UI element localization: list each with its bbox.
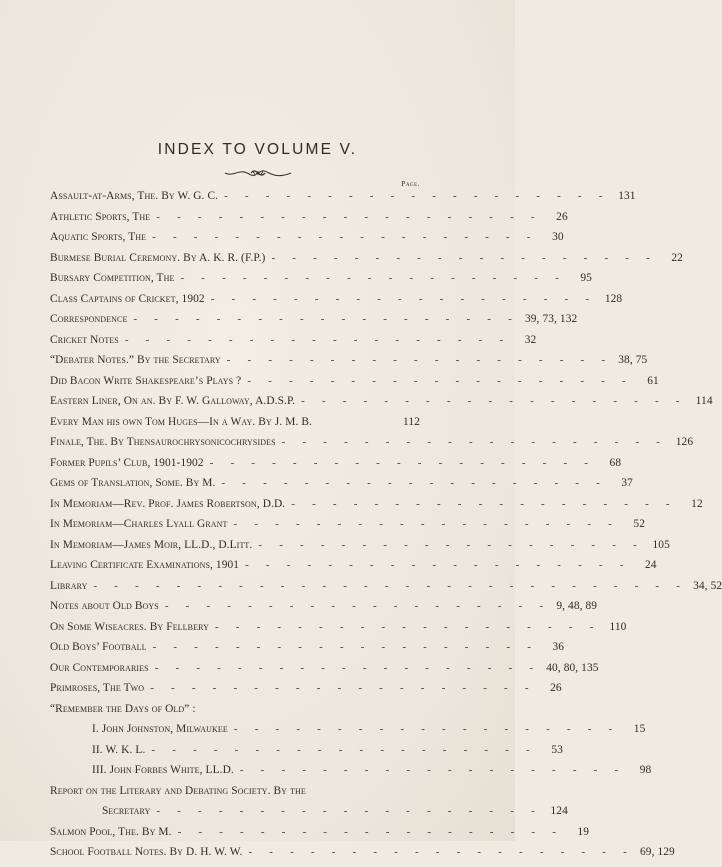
entry-title: In Memoriam—Charles Lyall Grant	[50, 518, 228, 530]
entry-page: 9, 48, 89	[556, 600, 598, 612]
dot-leader: - - - - - - - - - - - - - - - - - - - - - - - - - - - - -	[93, 579, 688, 592]
index-entry	[50, 682, 562, 703]
index-entry	[50, 333, 537, 355]
index-entry-continuation	[50, 805, 568, 826]
ornament-divider	[0, 165, 515, 183]
index-list	[50, 190, 722, 867]
entry-title: Finale, The. By Thensaurochrysonicochrysides	[50, 436, 276, 448]
entry-page: 36	[552, 641, 565, 653]
dot-leader: - - - - - - - - - - - - - - - - - - -	[210, 292, 597, 305]
dot-leader: - - - - - - - - - - - - - - - - - - -	[233, 723, 620, 735]
entry-title: Leaving Certificate Examinations, 1901	[50, 559, 240, 571]
index-entry	[50, 231, 564, 252]
index-entry	[50, 354, 648, 375]
entry-title: Aquatic Sports, The	[50, 231, 147, 243]
flourish-ornament-icon	[223, 168, 293, 178]
entry-page: 52	[633, 518, 646, 530]
entry-page: 105	[652, 538, 670, 551]
index-entry	[50, 374, 659, 396]
dot-leader: - - - - - - - - - - - - - - - - - - -	[233, 518, 620, 530]
index-entry	[50, 846, 675, 867]
entry-page: 32	[524, 333, 537, 346]
index-entry	[50, 518, 646, 539]
entry-title: Eastern Liner, On an. By F. W. Galloway, A.D.S.P.	[50, 395, 296, 407]
entry-page: 26	[556, 210, 568, 223]
entry-page: 37	[621, 477, 633, 489]
entry-title: Library	[50, 579, 88, 592]
entry-page: 69, 129	[639, 846, 675, 858]
index-entry	[50, 785, 420, 806]
index-subentry	[50, 723, 646, 744]
entry-page: 98	[639, 764, 652, 776]
entry-page: 61	[647, 374, 659, 387]
dot-leader: - - - - - - - - - - - - - - - - - - -	[221, 477, 607, 489]
entry-title: Assault-at-Arms, The. By W. G. C.	[50, 190, 219, 202]
index-entry	[50, 395, 713, 416]
dot-leader: - - - - - - - - - - - - - - - - - - -	[301, 395, 687, 407]
entry-title: On Some Wiseacres. By Fellbery	[50, 620, 209, 633]
index-entry	[50, 292, 623, 314]
page-title: INDEX TO VOLUME V.	[157, 141, 358, 158]
index-entry	[50, 641, 565, 662]
entry-title: Notes about Old Boys	[50, 600, 159, 612]
entry-page: 22	[671, 251, 683, 264]
entry-page: 112	[403, 415, 420, 428]
index-entry	[50, 272, 592, 293]
page-column-heading: Page.	[401, 179, 420, 188]
entry-title: II. W. K. L.	[92, 743, 146, 756]
index-entry	[50, 620, 627, 642]
index-entry	[50, 497, 703, 519]
entry-title: I. John Johnston, Milwaukee	[92, 723, 228, 735]
entry-title: Former Pupils’ Club, 1901-1902	[50, 456, 204, 469]
entry-page: 124	[550, 805, 568, 817]
dot-leader: - - - - - - - - - - - - - - - - - - -	[214, 620, 601, 633]
dot-leader: - - - - - - - - - - - - - - - - - - -	[245, 559, 631, 571]
entry-title: Every Man his own Tom Huges—In a Way. By J. M. B.	[50, 415, 312, 428]
entry-page: 24	[644, 559, 657, 571]
dot-leader: - - - - - - - - - - - - - - - - - - -	[248, 846, 634, 858]
entry-page: 95	[580, 272, 592, 284]
entry-title: In Memoriam—James Moir, LL.D., D.Litt.	[50, 538, 253, 551]
entry-title: Athletic Sports, The	[50, 210, 151, 223]
entry-title: In Memoriam—Rev. Prof. James Robertson, D.D.	[50, 497, 286, 510]
entry-page: 34, 52	[693, 579, 722, 592]
entry-title: Correspondence	[50, 313, 128, 325]
entry-title: III. John Forbes White, LL.D.	[92, 764, 234, 776]
dot-leader: - - - - - - - - - - - - - - - - - - -	[209, 456, 596, 469]
entry-title: Salmon Pool, The. By M.	[50, 825, 172, 838]
dot-leader: - - - - - - - - - - - - - - - - - - -	[224, 190, 610, 202]
entry-title: “Debater Notes.” By the Secretary	[50, 354, 221, 366]
entry-title: Our Contemporaries	[50, 661, 149, 674]
entry-page: 39, 73, 132	[524, 313, 578, 325]
entry-title: Old Boys’ Football	[50, 641, 147, 653]
index-entry	[50, 436, 694, 457]
entry-page: 26	[550, 682, 562, 694]
index-entry	[50, 600, 598, 621]
index-entry	[50, 825, 590, 847]
index-entry	[50, 190, 636, 211]
entry-title: School Football Notes. By D. H. W. W.	[50, 846, 243, 858]
index-entry	[50, 703, 420, 724]
dot-leader: - - - - - - - - - - - - - - - - - - -	[258, 538, 644, 551]
index-entry	[50, 559, 657, 580]
dot-leader: - - - - - - - - - - - - - - - - - - -	[133, 313, 519, 325]
dot-leader: - - - - - - - - - - - - - - - - - - -	[124, 333, 511, 346]
index-entry	[50, 477, 633, 498]
index-entry	[50, 210, 568, 232]
index-entry	[50, 313, 578, 334]
entry-page: 53	[551, 743, 563, 756]
entry-page: 19	[577, 825, 590, 838]
entry-page: 12	[691, 497, 703, 510]
index-entry	[50, 416, 420, 437]
dot-leader: - - - - - - - - - - - - - - - - - - -	[226, 354, 613, 366]
entry-page: 126	[675, 436, 694, 448]
index-subentry	[50, 743, 563, 765]
entry-page: 114	[695, 395, 713, 407]
entry-page: 131	[618, 190, 636, 202]
dot-leader: - - - - - - - - - - - - - - - - - - -	[180, 272, 566, 284]
entry-title: Gems of Translation, Some. By M.	[50, 477, 216, 489]
dot-leader: - - - - - - - - - - - - - - - - - - -	[156, 210, 542, 223]
dot-leader: - - - - - - - - - - - - - - - - - - -	[152, 641, 539, 653]
dot-leader: - - - - - - - - - - - - - - - - - - -	[151, 743, 537, 756]
dot-leader: - - - - - - - - - - - - - - - - - - -	[156, 805, 542, 817]
dot-leader: - - - - - - - - - - - - - - - - - - -	[291, 497, 677, 510]
dot-leader: - - - - - - - - - - - - - - - - - - -	[154, 661, 541, 674]
entry-page: 38, 75	[618, 354, 648, 366]
entry-title: “Remember the Days of Old” :	[50, 702, 196, 715]
entry-page: 15	[633, 723, 646, 735]
entry-page: 68	[609, 456, 622, 469]
entry-page: 110	[609, 620, 627, 633]
dot-leader: - - - - - - - - - - - - - - - - - - -	[164, 600, 551, 612]
entry-page: 128	[604, 292, 623, 305]
dot-leader: - - - - - - - - - - - - - - - - - - -	[247, 374, 633, 387]
entry-title: Primroses, The Two	[50, 682, 145, 694]
entry-title: Class Captains of Cricket, 1902	[50, 292, 205, 305]
entry-title: Bursary Competition, The	[50, 272, 175, 284]
index-entry	[50, 538, 670, 560]
dot-leader: - - - - - - - - - - - - - - - - - - -	[152, 231, 538, 243]
dot-leader: - - - - - - - - - - - - - - - - - - -	[271, 251, 657, 264]
entry-title: Did Bacon Write Shakespeare’s Plays ?	[50, 374, 242, 387]
index-subentry	[50, 764, 652, 785]
dot-leader: - - - - - - - - - - - - - - - - - - -	[177, 825, 564, 838]
dot-leader: - - - - - - - - - - - - - - - - - - -	[281, 436, 668, 448]
entry-title: Report on the Literary and Debating Society. By the	[50, 784, 306, 797]
dot-leader: - - - - - - - - - - - - - - - - - - -	[150, 682, 536, 694]
index-entry	[50, 579, 722, 601]
entry-page: 30	[552, 231, 564, 243]
entry-title: Cricket Notes	[50, 333, 119, 346]
index-entry	[50, 661, 599, 683]
index-entry	[50, 456, 622, 478]
entry-title: Secretary	[102, 805, 151, 817]
dot-leader: - - - - - - - - - - - - - - - - - - -	[239, 764, 626, 776]
index-entry	[50, 251, 683, 273]
entry-title: Burmese Burial Ceremony. By A. K. R. (F.P.)	[50, 251, 266, 264]
entry-page: 40, 80, 135	[546, 661, 599, 674]
